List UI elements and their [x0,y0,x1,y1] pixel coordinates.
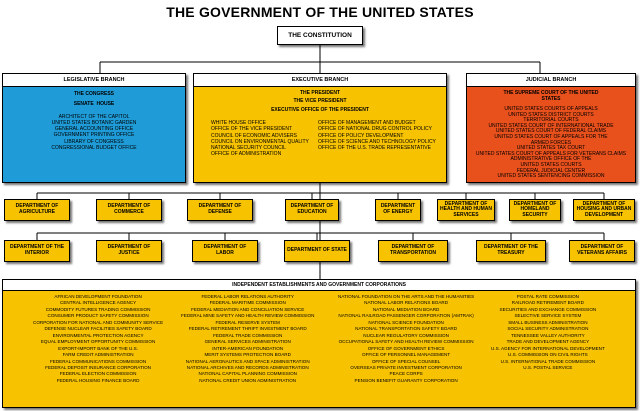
executive-office-item: OFFICE OF THE VICE PRESIDENT [211,126,293,133]
agency-item: PENSION BENEFIT GUARANTY CORPORATION [354,377,458,383]
legislative-office: GENERAL ACCOUNTING OFFICE [54,126,134,133]
executive-office-item: OFFICE OF THE U.S. TRADE REPRESENTATIVE [318,145,431,152]
agency-item: NATIONAL CAPITAL PLANNING COMMISSION [198,371,297,377]
agency-item: OCCUPATIONAL SAFETY AND HEALTH REVIEW COMMISSION [338,339,474,345]
legislative-office: ARCHITECT OF THE CAPITOL [58,113,130,120]
agency-item: U.S. COMMISSION ON CIVIL RIGHTS [508,352,588,358]
agency-item: NATIONAL CREDIT UNION ADMINISTRATION [199,377,297,383]
department-housing-urban-development: DEPARTMENT OF HOUSING AND URBAN DEVELOPMENT [573,199,635,221]
agency-item: INTER-AMERICAN FOUNDATION [212,345,284,351]
judicial-court: UNITED STATES COURTS [520,161,582,168]
judicial-court: UNITED STATES DISTRICT COURTS [508,111,594,118]
constitution-box [277,26,363,45]
department-energy: DEPARTMENT OF ENERGY [375,199,421,221]
agencies-col2 [181,294,314,384]
department-state: DEPARTMENT OF STATE [284,240,350,262]
agency-item: NATIONAL RAILROAD PASSENGER CORPORATION (AMTRAK) [338,313,474,319]
vice-president-label: THE VICE PRESIDENT [293,98,347,105]
agency-item: U.S. AGENCY FOR INTERNATIONAL DEVELOPMENT [491,345,605,351]
agency-item: SECURITIES AND EXCHANGE COMMISSION [499,306,597,312]
department-defense: DEPARTMENT OF DEFENSE [187,199,253,221]
judicial-court: UNITED STATES COURT OF INTERNATIONAL TRADE [488,122,614,129]
judicial-court: TERRITORIAL COURTS [523,117,579,124]
agency-item: ENVIRONMENTAL PROTECTION AGENCY [52,332,144,338]
executive-office-item: OFFICE OF POLICY DEVELOPMENT [318,132,404,139]
executive-office-item: WHITE HOUSE OFFICE [211,120,266,126]
agency-item: RAILROAD RETIREMENT BOARD [511,300,584,306]
executive-office-item: OFFICE OF MANAGEMENT AND BUDGET [318,120,416,126]
executive-branch-header: EXECUTIVE BRANCH [194,74,446,87]
agency-item: NATIONAL ARCHIVES AND RECORDS ADMINISTRATION [186,364,309,370]
agency-item: POSTAL RATE COMMISSION [516,294,579,299]
agencies-col1 [33,294,163,384]
department-agriculture: DEPARTMENT OF AGRICULTURE [4,199,70,221]
judicial-court: FEDERAL JUDICIAL CENTER [516,167,586,174]
agency-item: OFFICE OF SPECIAL COUNSEL [371,358,441,364]
judicial-court: UNITED STATES COURTS OF APPEALS [504,106,598,112]
constitution-label: THE CONSTITUTION [288,32,352,39]
independent-agencies-box [2,279,636,408]
agency-item: FEDERAL LABOR RELATIONS AUTHORITY [201,294,294,299]
president-label: THE PRESIDENT [299,90,340,96]
judicial-branch-header: JUDICIAL BRANCH [467,74,635,87]
executive-office-item: OFFICE OF ADMINISTRATION [211,151,282,158]
agency-item: OFFICE OF GOVERNMENT ETHICS [367,345,445,351]
agency-item: CENTRAL INTELLIGENCE AGENCY [60,300,137,306]
agency-item: FEDERAL COMMUNICATIONS COMMISSION [49,358,147,364]
department-interior: DEPARTMENT OF THE INTERIOR [4,240,70,262]
executive-office-item: OFFICE OF SCIENCE AND TECHNOLOGY POLICY [318,138,436,145]
agency-item: NATIONAL MEDIATION BOARD [372,306,440,312]
agency-item: FEDERAL MEDIATION AND CONCILIATION SERVICE [191,306,305,312]
agency-item: TENNESSEE VALLEY AUTHORITY [511,332,585,338]
executive-office-item: OFFICE OF NATIONAL DRUG CONTROL POLICY [318,126,432,133]
agency-item: TRADE AND DEVELOPMENT AGENCY [506,339,590,345]
judicial-court: UNITED STATES COURT OF FEDERAL CLAIMS [495,128,607,135]
agency-item: FEDERAL RETIREMENT THRIFT INVESTMENT BOARD [188,326,307,332]
agency-item: OFFICE OF PERSONNEL MANAGEMENT [362,352,451,358]
judicial-court: UNITED STATES SENTENCING COMMISSION [497,173,605,180]
agency-item: SMALL BUSINESS ADMINISTRATION [508,319,588,325]
executive-offices-col1 [211,120,309,158]
executive-office-item: COUNCIL ON ENVIRONMENTAL QUALITY [211,138,309,145]
independent-agencies-header: INDEPENDENT ESTABLISHMENTS AND GOVERNMENT CORPORATIONS [3,280,635,291]
agency-item: OVERSEAS PRIVATE INVESTMENT CORPORATION [350,364,462,370]
agency-item: MERIT SYSTEMS PROTECTION BOARD [204,352,291,358]
legislative-branch-header: LEGISLATIVE BRANCH [3,74,185,87]
agency-item: GENERAL SERVICES ADMINISTRATION [204,339,291,345]
agency-item: FEDERAL MARITIME COMMISSION [209,300,286,306]
department-health-human-services: DEPARTMENT OF HEALTH AND HUMAN SERVICES [437,199,495,221]
agencies-col3 [338,294,474,384]
department-veterans-affairs: DEPARTMENT OF VETERANS AFFAIRS [569,240,635,262]
agency-item: NATIONAL LABOR RELATIONS BOARD [364,300,449,306]
agencies-col4 [491,294,605,371]
agency-item: U.S. POSTAL SERVICE [523,364,573,370]
legislative-office: GOVERNMENT PRINTING OFFICE [53,132,135,139]
agency-item: FEDERAL MINE SAFETY AND HEALTH REVIEW COMMISSION [181,313,315,319]
agency-item: AFRICAN DEVELOPMENT FOUNDATION [54,294,142,299]
department-transportation: DEPARTMENT OF TRANSPORTATION [378,240,448,262]
executive-offices-col2 [318,120,436,151]
agency-item: FEDERAL TRADE COMMISSION [213,332,283,338]
agency-item: SOCIAL SECURITY ADMINISTRATION [507,326,589,332]
judicial-court: UNITED STATES COURT OF APPEALS FOR THE [494,133,608,140]
congress-label: THE CONGRESS [73,91,114,97]
judicial-branch-box [466,73,636,183]
agency-item: U.S. INTERNATIONAL TRADE COMMISSION [500,358,596,364]
legislative-branch-box [2,73,186,183]
senate-house-label: SENATE HOUSE [73,101,115,108]
department-commerce: DEPARTMENT OF COMMERCE [96,199,162,221]
legislative-office: UNITED STATES BOTANIC GARDEN [51,119,137,126]
agency-item: EQUAL EMPLOYMENT OPPORTUNITY COMMISSION [40,339,156,345]
agency-item: SELECTIVE SERVICE SYSTEM [514,313,582,319]
legislative-office: CONGRESSIONAL BUDGET OFFICE [51,145,137,152]
agency-item: CONSUMER PRODUCT SAFETY COMMISSION [47,313,149,319]
executive-office-item: COUNCIL OF ECONOMIC ADVISERS [211,132,297,139]
department-justice: DEPARTMENT OF JUSTICE [96,240,162,262]
page-title: THE GOVERNMENT OF THE UNITED STATES [166,4,474,20]
agency-item: FEDERAL ELECTION COMMISSION [59,371,137,377]
agency-item: FEDERAL RESERVE SYSTEM [215,319,280,325]
department-treasury: DEPARTMENT OF THE TREASURY [476,240,546,262]
agency-item: NATIONAL SCIENCE FOUNDATION [368,319,444,325]
executive-office-item: NATIONAL SECURITY COUNCIL [211,145,286,152]
agency-item: FEDERAL DEPOSIT INSURANCE CORPORATION [45,364,151,370]
agency-item: DEFENSE NUCLEAR FACILITIES SAFETY BOARD [44,326,152,332]
legislative-office: LIBRARY OF CONGRESS [64,138,124,145]
executive-branch-box [193,73,447,183]
department-labor: DEPARTMENT OF LABOR [192,240,258,262]
executive-office-label: EXECUTIVE OFFICE OF THE PRESIDENT [271,106,369,113]
agency-item: NATIONAL AERONAUTICS AND SPACE ADMINISTRATION [185,358,310,364]
agency-item: NUCLEAR REGULATORY COMMISSION [363,332,449,338]
agency-item: FARM CREDIT ADMINISTRATION [62,352,134,358]
agency-item: FEDERAL HOUSING FINANCE BOARD [56,377,140,383]
agency-item: NATIONAL TRANSPORTATION SAFETY BOARD [355,326,458,332]
agency-item: CORPORATION FOR NATIONAL AND COMMUNITY SERVICE [33,319,164,325]
agency-item: COMMODITY FUTURES TRADING COMMISSION [45,306,151,312]
department-education: DEPARTMENT OF EDUCATION [285,199,339,221]
agency-item: EXPORT-IMPORT BANK OF THE U.S. [58,345,138,351]
agency-item: PEACE CORPS [389,371,423,377]
judicial-court: ADMINISTRATIVE OFFICE OF THE [510,156,592,163]
judicial-court: UNITED STATES COURT OF APPEALS FOR VETERANS CLAIMS [475,150,627,157]
department-homeland-security: DEPARTMENT OF HOMELAND SECURITY [509,199,561,221]
judicial-court: UNITED STATES TAX COURT [516,145,586,152]
judicial-court: ARMED FORCES [530,139,572,146]
supreme-court-label: THE SUPREME COURT OF THE UNITED STATES [503,90,599,102]
agency-item: NATIONAL FOUNDATION ON THE ARTS AND THE HUMANITIES [338,294,475,299]
